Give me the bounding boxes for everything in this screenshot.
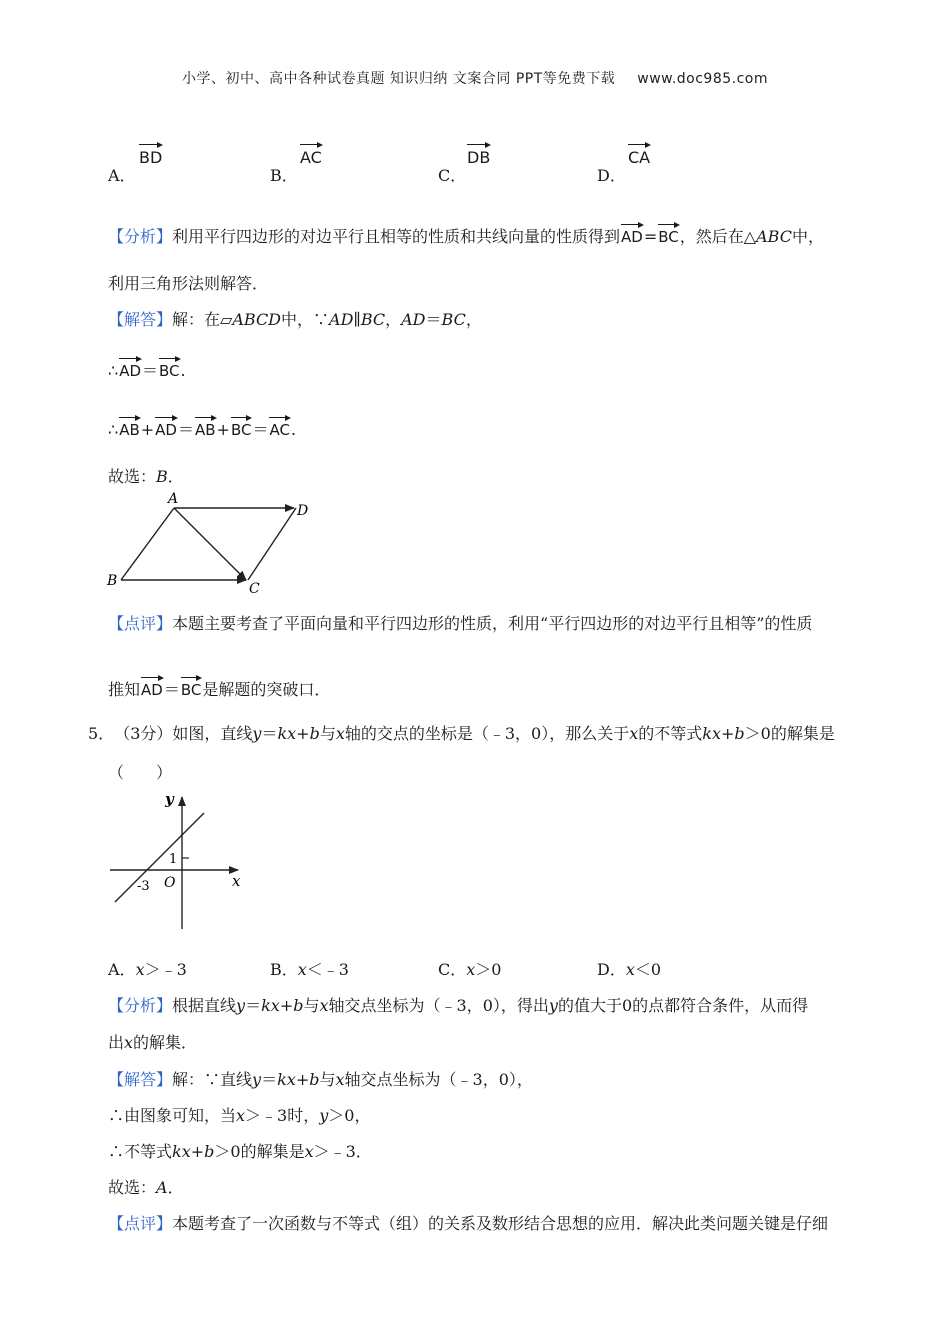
q4-option-a-letter: A． bbox=[108, 166, 136, 185]
vector-ac-arrow bbox=[174, 508, 246, 580]
q5-option-a: A．x＞﹣3 bbox=[108, 960, 187, 979]
parallelogram-figure bbox=[100, 488, 320, 598]
q5-option-c: C．x＞0 bbox=[438, 960, 502, 979]
tick-label-minus3: -3 bbox=[137, 879, 150, 894]
q4-analysis-line1: 【分析】利用平行四边形的对边平行且相等的性质和共线向量的性质得到 AD= BC，然后在△ABC中， bbox=[108, 224, 824, 247]
q4-comment-line1: 【点评】本题主要考查了平面向量和平行四边形的性质，利用“平行四边形的对边平行且相等”的性质 bbox=[108, 614, 813, 633]
label-c: C bbox=[249, 581, 260, 597]
q5-option-d: D．x＜0 bbox=[597, 960, 662, 979]
q4-option-c-letter: C． bbox=[438, 166, 467, 185]
page-header bbox=[0, 68, 950, 88]
q4-solution-line3: ∴ AB+ AD＝ AB+ BC＝ AC. bbox=[108, 417, 296, 440]
q5-solution-line1: 【解答】解：∵直线y＝kx+b与x轴交点坐标为（﹣3，0）， bbox=[108, 1070, 533, 1089]
tick-label-1: 1 bbox=[169, 852, 178, 867]
linear-function-graph bbox=[105, 786, 255, 931]
function-line bbox=[115, 813, 204, 902]
side-cd bbox=[248, 508, 296, 580]
q5-blank: （ ） bbox=[108, 763, 173, 782]
q5-solution-line2: ∴由图象可知，当x＞﹣3时，y＞0， bbox=[108, 1106, 371, 1125]
header-text: 小学、初中、高中各种试卷真题 知识归纳 文案合同 PPT等免费下载 bbox=[181, 71, 616, 87]
q4-option-d-letter: D． bbox=[597, 166, 626, 185]
q4-option-a-vector: BD bbox=[138, 148, 163, 167]
q4-solution-line1: 【解答】解：在▱ABCD中，∵AD∥BC，AD＝BC， bbox=[108, 310, 482, 329]
origin-label: O bbox=[164, 875, 176, 891]
q4-comment-line2: 推知 AD＝ BC是解题的突破口． bbox=[108, 677, 330, 700]
q5-comment-line1: 【点评】本题考查了一次函数与不等式（组）的关系及数形结合思想的应用．解决此类问题关键是仔细 bbox=[108, 1214, 829, 1233]
x-label: x bbox=[232, 872, 241, 890]
comment-tag: 【点评】 bbox=[108, 614, 173, 633]
q5-analysis-line1: 【分析】根据直线y＝kx+b与x轴交点坐标为（﹣3，0），得出y的值大于0的点都符合条件，从而得 bbox=[108, 996, 809, 1015]
solution-tag: 【解答】 bbox=[108, 310, 173, 329]
q5-choice: 故选：A． bbox=[108, 1178, 184, 1197]
analysis-tag: 【分析】 bbox=[108, 227, 173, 246]
q4-solution-line2: ∴ AD＝ BC. bbox=[108, 358, 186, 381]
q5-analysis-line2: 出x的解集． bbox=[108, 1033, 198, 1052]
q4-option-b-letter: B． bbox=[270, 166, 298, 185]
label-d: D bbox=[297, 503, 309, 519]
label-b: B bbox=[107, 573, 118, 589]
q4-analysis-line2: 利用三角形法则解答． bbox=[108, 274, 269, 293]
vector-ad: AD bbox=[620, 228, 644, 246]
q5-number: 5． bbox=[88, 724, 115, 743]
side-ab bbox=[121, 508, 174, 580]
q5-solution-line3: ∴不等式kx+b＞0的解集是x＞﹣3． bbox=[108, 1142, 372, 1161]
q5-option-b: B．x＜﹣3 bbox=[270, 960, 349, 979]
header-site: www.doc985.com bbox=[637, 71, 769, 87]
q5-stem-line1: 5． （3分）如图，直线y＝kx+b与x轴的交点的坐标是（﹣3，0），那么关于x的不等式kx+b＞0的解集是 bbox=[88, 724, 835, 743]
q4-option-b-vector: AC bbox=[299, 148, 323, 167]
vector-bc: BC bbox=[657, 228, 680, 246]
y-label: y bbox=[165, 790, 174, 808]
label-a: A bbox=[168, 491, 179, 507]
q4-choice: 故选：B． bbox=[108, 467, 184, 486]
q4-option-c-vector: DB bbox=[466, 148, 491, 167]
q4-option-d-vector: CA bbox=[627, 148, 651, 167]
